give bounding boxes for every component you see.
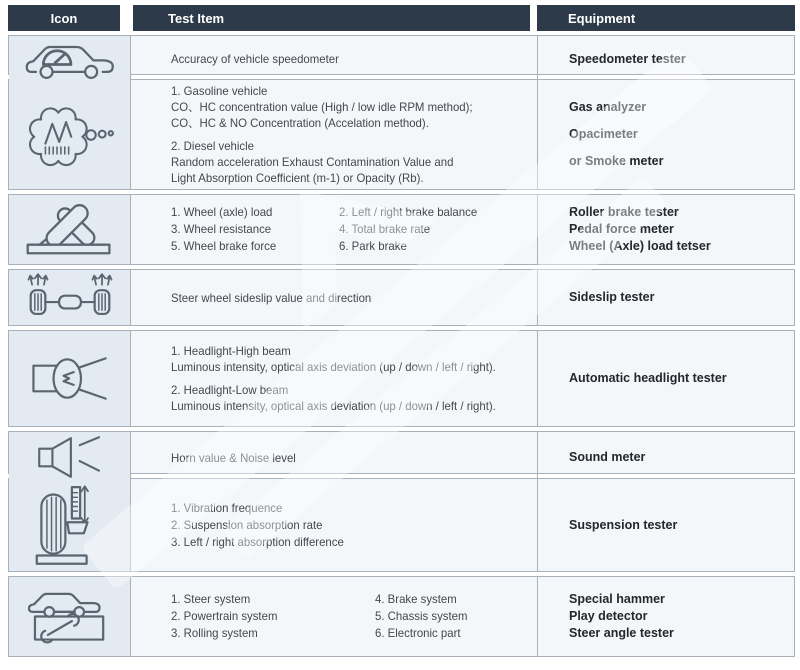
test-item-cell: [131, 270, 538, 325]
test-item-text: Luminous intensity, optical axis deviation (up / down / left / right).: [171, 360, 496, 374]
low-beam-paragraph: [171, 382, 533, 414]
table-row-horn: [8, 431, 795, 474]
table-header: [8, 5, 795, 31]
equipment-text: Play detector: [569, 609, 648, 623]
test-item-text: 5. Wheel brake force: [171, 239, 277, 253]
test-item-columns: [171, 591, 533, 642]
axle-sideslip-icon: [26, 271, 114, 324]
header-equipment: Equipment: [537, 5, 795, 31]
equipment-text: Steer angle tester: [569, 626, 674, 640]
test-item-text: 1. Vibration frequence: [171, 500, 283, 515]
test-item-cell: [131, 80, 538, 189]
table-row-emission: [8, 79, 795, 190]
equipment-cell: [538, 36, 794, 82]
brake-pedal-icon: [22, 200, 117, 259]
equipment-cell: [538, 479, 794, 571]
test-item-text: 2. Headlight-Low beam: [171, 383, 289, 397]
test-item-text: 3. Left / right absorption difference: [171, 534, 344, 549]
test-item-text: 5. Chassis system: [375, 609, 468, 623]
icon-cell: [9, 479, 131, 571]
test-item-list-left: [171, 204, 339, 255]
headlight-icon: [26, 352, 114, 405]
inspection-table: [8, 5, 795, 657]
test-item-text: 1. Wheel (axle) load: [171, 205, 273, 219]
table-row-systems: [8, 576, 795, 657]
test-item-text: 1. Steer system: [171, 592, 251, 606]
equipment-cell: [538, 195, 794, 264]
high-beam-paragraph: [171, 343, 533, 375]
test-item-cell: [131, 331, 538, 426]
test-item-text: Random acceleration Exhaust Contamination Value and: [171, 155, 454, 169]
table-row-speedometer: [8, 35, 795, 75]
test-item-text: 6. Electronic part: [375, 626, 461, 640]
test-item-text: Steer wheel sideslip value and direction: [171, 290, 372, 305]
test-item-text: 6. Park brake: [339, 239, 407, 253]
icon-cell: [9, 432, 131, 483]
equipment-text: or Smoke meter: [569, 154, 664, 168]
test-item-cell: [131, 195, 538, 264]
test-item-text: 1. Headlight-High beam: [171, 344, 291, 358]
icon-cell: [9, 270, 131, 325]
test-item-list-right: [375, 591, 472, 642]
test-item-text: Horn value & Noise level: [171, 450, 296, 465]
test-item-cell: [131, 577, 538, 656]
diesel-paragraph: [171, 138, 533, 186]
icon-cell: [9, 80, 131, 189]
icon-cell: [9, 36, 131, 82]
equipment-cell: [538, 270, 794, 325]
table-row-headlight: [8, 330, 795, 427]
undercarriage-repair-icon: [22, 587, 118, 646]
table-row-suspension: [8, 478, 795, 572]
test-item-list-right: [339, 204, 484, 255]
test-item-text: 3. Rolling system: [171, 626, 258, 640]
test-item-text: 2. Suspension absorption rate: [171, 517, 323, 532]
equipment-text: Speedometer tester: [569, 51, 686, 66]
test-item-text: 2. Powertrain system: [171, 609, 278, 623]
equipment-text: Roller brake tester: [569, 205, 679, 219]
test-item-text: CO、HC concentration value (High / low idle RPM method);: [171, 100, 473, 114]
test-item-cell: [131, 36, 538, 82]
test-item-cell: [131, 479, 538, 571]
speedometer-car-icon: [24, 36, 116, 82]
exhaust-emission-icon: [22, 92, 117, 178]
test-item-text: 3. Wheel resistance: [171, 222, 272, 236]
suspension-tire-icon: [34, 482, 106, 568]
equipment-text: Special hammer: [569, 592, 665, 606]
equipment-cell: [538, 80, 794, 189]
equipment-cell: [538, 577, 794, 656]
test-item-text: CO、HC & NO Concentration (Accelation method).: [171, 116, 429, 130]
equipment-text: Suspension tester: [569, 517, 678, 532]
equipment-text: Gas analyzer: [569, 100, 647, 114]
test-item-text: 4. Total brake rate: [339, 222, 431, 236]
test-item-text: Luminous intensity, optical axis deviation (up / down / left / right).: [171, 399, 496, 413]
test-item-text: Accuracy of vehicle speedometer: [171, 52, 339, 66]
test-item-text: Light Absorption Coefficient (m-1) or Opacity (Rb).: [171, 171, 424, 185]
test-item-list-left: [171, 591, 375, 642]
equipment-text: Pedal force meter: [569, 222, 674, 236]
table-row-sideslip: [8, 269, 795, 326]
equipment-text: Opacimeter: [569, 127, 638, 141]
header-test-item: Test Item: [133, 5, 530, 31]
equipment-text: Sideslip tester: [569, 290, 655, 304]
header-icon: Icon: [8, 5, 120, 31]
equipment-text: Wheel (Axle) load tetser: [569, 239, 711, 253]
icon-cell: [9, 331, 131, 426]
equipment-cell: [538, 432, 794, 483]
equipment-text: Automatic headlight tester: [569, 371, 727, 385]
test-item-columns: [171, 204, 533, 255]
equipment-text: Sound meter: [569, 450, 646, 464]
test-item-text: 4. Brake system: [375, 592, 457, 606]
test-item-text: 2. Left / right brake balance: [339, 205, 478, 219]
test-item-text: 2. Diesel vehicle: [171, 139, 255, 153]
icon-cell: [9, 195, 131, 264]
equipment-cell: [538, 331, 794, 426]
test-item-text: 1. Gasoline vehicle: [171, 84, 268, 98]
horn-speaker-icon: [31, 432, 109, 483]
icon-cell: [9, 577, 131, 656]
table-row-brake: [8, 194, 795, 265]
gasoline-paragraph: [171, 83, 533, 131]
test-item-cell: [131, 432, 538, 483]
